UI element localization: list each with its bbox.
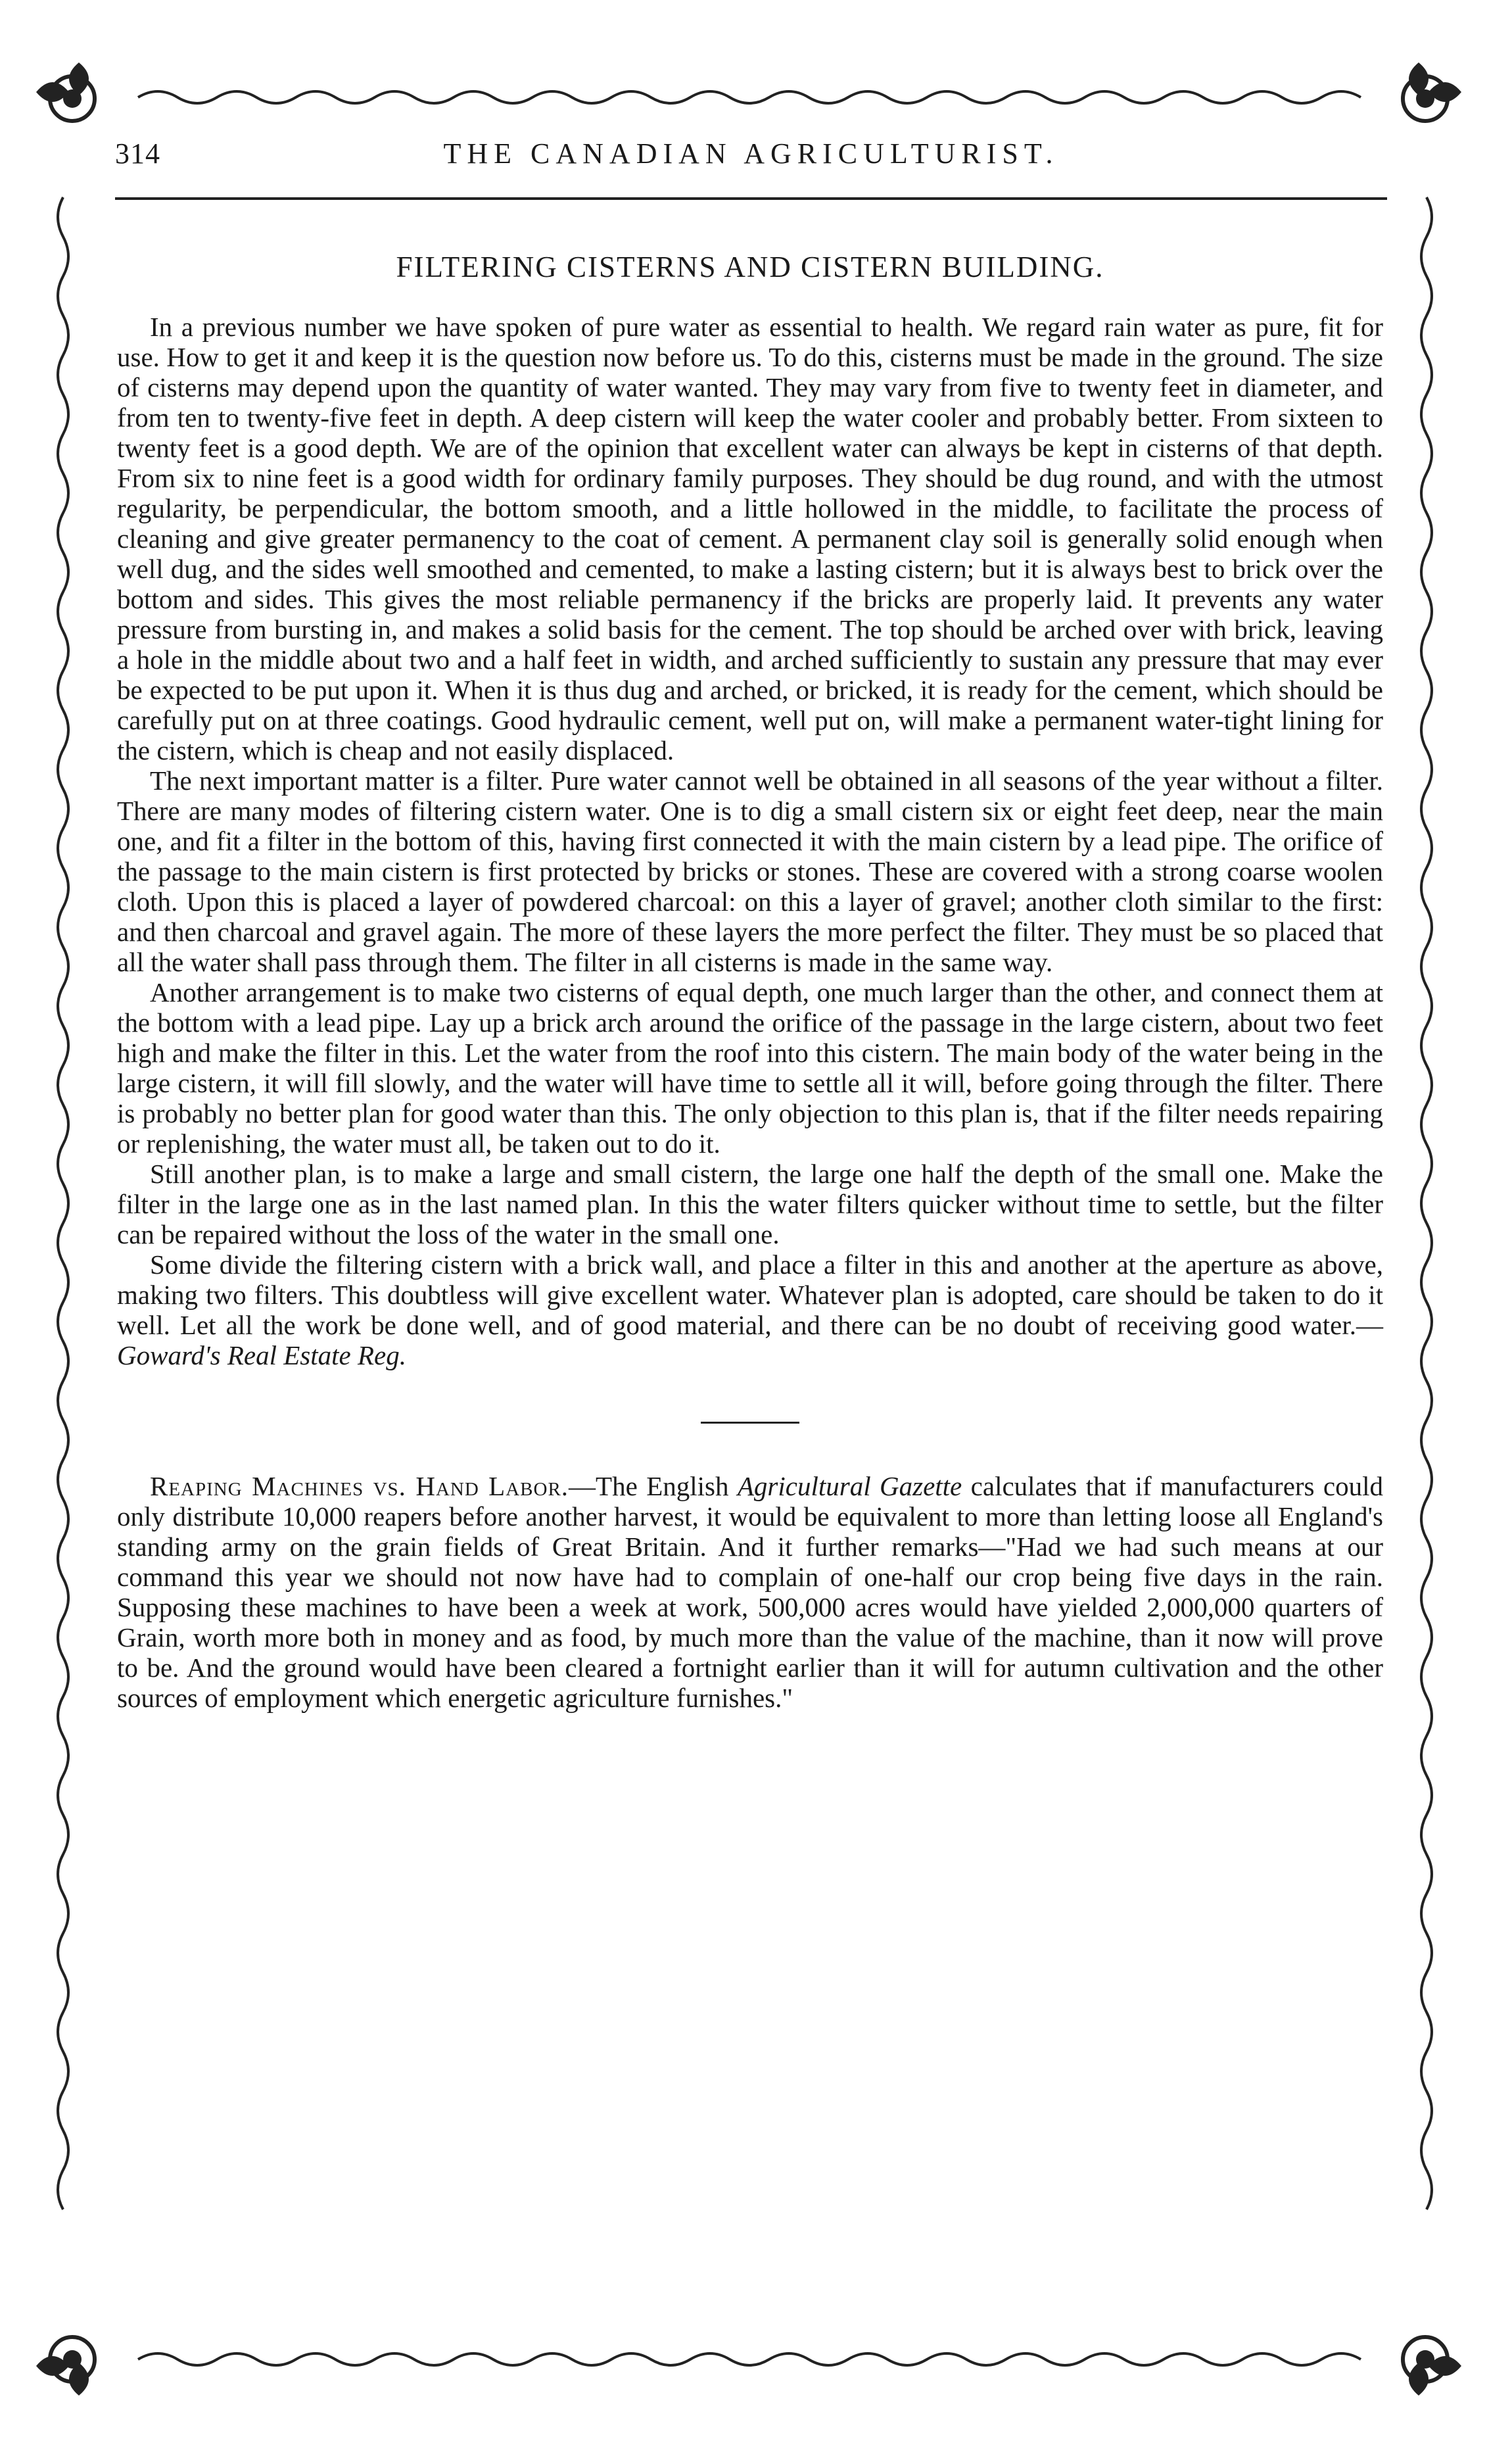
note-italic-source: Agricultural Gazette xyxy=(737,1471,962,1501)
article-paragraph-5 xyxy=(117,1249,1383,1370)
article-paragraph-4: Still another plan, is to make a large and small cistern, the large one half the depth of the small one. Make the filter in the large one as in the last named plan. In this the water filters quicker without time to settle, but the filter can be repaired without the loss of the water in the small one. xyxy=(117,1159,1383,1249)
corner-ornament-top-right xyxy=(1403,62,1461,121)
article-paragraph-3: Another arrangement is to make two cisterns of equal depth, one much larger than the other, and connect them at the bottom with a lead pipe. Lay up a brick arch around the orifice of the passage in the large cistern, about two feet high and make the filter in this. Let the water from the roof into this cistern. The main body of the water being in the large cistern, it will fill slowly, and the water will have time to settle all it will, before going through the filter. There is probably no better plan for good water than this. The only objection to this plan is, that if the filter needs repairing or replenishing, the water must all, be taken out to do it. xyxy=(117,977,1383,1159)
section-divider xyxy=(701,1422,799,1424)
note-text-before-italic: —The English xyxy=(569,1471,738,1501)
article-paragraph-1: In a previous number we have spoken of pure water as essential to health. We regard rain water as pure, fit for use. How to get it and keep it is the question now before us. To do this, cisterns must be made in the ground. The size of cisterns may depend upon the quantity of water wanted. They may vary from five to twenty feet in diameter, and from ten to twenty-five feet in depth. A deep cistern will keep the water cooler and probably better. From sixteen to twenty feet is a good depth. We are of the opinion that excellent water can always be kept in cisterns of that depth. From six to nine feet is a good width for ordinary family purposes. They should be dug round, and with the utmost regularity, be perpendicular, the bottom smooth, and a little hollowed in the middle, to facilitate the process of cleaning and give greater permanency to the coat of cement. A permanent clay soil is generally solid enough when well dug, and the sides well smoothed and cemented, to make a lasting cistern; but it is always best to brick over the bottom and sides. This gives the most reliable permanency if the bricks are properly laid. It prevents any water pressure from bursting in, and makes a solid basis for the cement. The top should be arched over with brick, leaving a hole in the middle about two and a half feet in width, and arched sufficiently to sustain any pressure that may ever be expected to be put upon it. When it is thus dug and arched, or bricked, it is ready for the cement, which should be carefully put on at three coatings. Good hydraulic cement, well put on, will make a permanent water-tight lining for the cistern, which is cheap and not easily displaced. xyxy=(117,312,1383,765)
corner-ornament-bottom-right xyxy=(1403,2337,1461,2396)
running-head xyxy=(115,137,1387,183)
note-text-after-italic: calculates that if manufacturers could only distribute 10,000 reapers before another harvest, it would be equivalent to more than letting loose all England's standing army on the grain fields of Great Britain. And it further remarks—"Had we had such means at our command this year we should not now have had to complain of one-half our crop being five days in the rain. Supposing these machines to have been a week at work, 500,000 acres would have yielded 2,000,000 quarters of Grain, worth more both in money and as food, by much more than the value of the machine, than it now will prove to be. And the ground would have been cleared a fortnight earlier than it will for autumn cultivation and the other sources of employment which energetic agriculture furnishes." xyxy=(117,1471,1383,1713)
note-heading: Reaping Machines vs. Hand Labor. xyxy=(150,1471,569,1501)
page-content xyxy=(117,250,1383,1713)
corner-ornament-top-left xyxy=(36,62,95,121)
article-attribution: Goward's Real Estate Reg. xyxy=(117,1340,406,1370)
corner-ornament-bottom-left xyxy=(36,2337,95,2396)
page-number: 314 xyxy=(115,137,160,170)
header-rule xyxy=(115,197,1387,200)
note-paragraph xyxy=(117,1471,1383,1713)
article-paragraph-2: The next important matter is a filter. Pure water cannot well be obtained in all seasons of the year without a filter. There are many modes of filtering cistern water. One is to dig a small cistern six or eight feet deep, near the main one, and fit a filter in the bottom of this, having first connected it with the main cistern by a lead pipe. The orifice of the passage to the main cistern is first protected by bricks or stones. These are covered with a strong coarse woolen cloth. Upon this is placed a layer of powdered charcoal: on this a layer of gravel; another cloth similar to the first: and then charcoal and gravel again. The more of these layers the more perfect the filter. They must be so placed that all the water shall pass through them. The filter in all cisterns is made in the same way. xyxy=(117,765,1383,977)
article-title: FILTERING CISTERNS AND CISTERN BUILDING. xyxy=(396,251,1104,283)
journal-title: THE CANADIAN AGRICULTURIST. xyxy=(443,137,1059,170)
article-paragraph-5-text: Some divide the filtering cistern with a brick wall, and place a filter in this and another at the aperture as above, making two filters. This doubtless will give excellent water. Whatever plan is adopted, care should be taken to do it well. Let all the work be done well, and of good material, and there can be no doubt of receiving good water.— xyxy=(117,1249,1383,1340)
